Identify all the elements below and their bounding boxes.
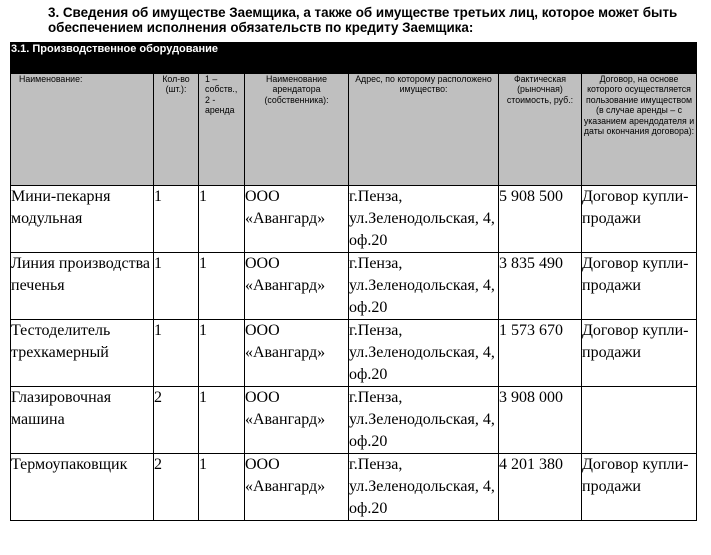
cell-contract bbox=[582, 387, 697, 454]
cell-qty: 2 bbox=[154, 454, 199, 521]
cell-address: г.Пенза, ул.Зеленодольская, 4, оф.20 bbox=[349, 320, 499, 387]
cell-address: г.Пенза, ул.Зеленодольская, 4, оф.20 bbox=[349, 387, 499, 454]
cell-owner: ООО «Авангард» bbox=[245, 387, 349, 454]
table-row bbox=[11, 454, 697, 521]
cell-name: Термоупаковщик bbox=[11, 454, 154, 521]
cell-value: 3 835 490 bbox=[499, 253, 582, 320]
cell-owner: ООО «Авангард» bbox=[245, 253, 349, 320]
cell-type: 1 bbox=[199, 387, 245, 454]
column-header-owner: Наименование арендатора (собственника): bbox=[245, 74, 349, 186]
cell-name: Мини-пекарня модульная bbox=[11, 186, 154, 253]
cell-contract: Договор купли-продажи bbox=[582, 253, 697, 320]
column-header-value: Фактическая (рыночная) стоимость, руб.: bbox=[499, 74, 582, 186]
column-header-contract: Договор, на основе которого осуществляется пользование имуществом (в случае аренды – с указанием арендодателя и даты окончания договора): bbox=[582, 74, 697, 186]
column-header-ownership-type: 1 – собств., 2 - аренда bbox=[199, 74, 245, 186]
table-row bbox=[11, 320, 697, 387]
cell-name: Глазировочная машина bbox=[11, 387, 154, 454]
table-row bbox=[11, 253, 697, 320]
cell-contract: Договор купли-продажи bbox=[582, 454, 697, 521]
cell-name: Тестоделитель трехкамерный bbox=[11, 320, 154, 387]
cell-owner: ООО «Авангард» bbox=[245, 454, 349, 521]
column-header-name: Наименование: bbox=[11, 74, 154, 186]
equipment-table bbox=[10, 42, 697, 521]
column-header-address: Адрес, по которому расположено имущество: bbox=[349, 74, 499, 186]
cell-value: 4 201 380 bbox=[499, 454, 582, 521]
section-header-row bbox=[11, 43, 697, 74]
cell-name: Линия производства печенья bbox=[11, 253, 154, 320]
cell-contract: Договор купли-продажи bbox=[582, 320, 697, 387]
table-row bbox=[11, 387, 697, 454]
document-title: 3. Сведения об имуществе Заемщика, а также об имуществе третьих лиц, которое может быть обеспечением исполнения обязательств по кредиту Заемщика: bbox=[48, 5, 678, 35]
cell-qty: 2 bbox=[154, 387, 199, 454]
column-header-qty: Кол-во (шт.): bbox=[154, 74, 199, 186]
cell-type: 1 bbox=[199, 320, 245, 387]
cell-owner: ООО «Авангард» bbox=[245, 320, 349, 387]
cell-address: г.Пенза, ул.Зеленодольская, 4, оф.20 bbox=[349, 186, 499, 253]
cell-qty: 1 bbox=[154, 253, 199, 320]
cell-address: г.Пенза, ул.Зеленодольская, 4, оф.20 bbox=[349, 454, 499, 521]
cell-address: г.Пенза, ул.Зеленодольская, 4, оф.20 bbox=[349, 253, 499, 320]
cell-value: 1 573 670 bbox=[499, 320, 582, 387]
cell-type: 1 bbox=[199, 186, 245, 253]
column-header-row bbox=[11, 74, 697, 186]
cell-value: 5 908 500 bbox=[499, 186, 582, 253]
cell-contract: Договор купли-продажи bbox=[582, 186, 697, 253]
cell-owner: ООО «Авангард» bbox=[245, 186, 349, 253]
cell-type: 1 bbox=[199, 253, 245, 320]
section-title: 3.1. Производственное оборудование bbox=[11, 43, 697, 74]
cell-value: 3 908 000 bbox=[499, 387, 582, 454]
cell-qty: 1 bbox=[154, 320, 199, 387]
table-row bbox=[11, 186, 697, 253]
cell-type: 1 bbox=[199, 454, 245, 521]
cell-qty: 1 bbox=[154, 186, 199, 253]
